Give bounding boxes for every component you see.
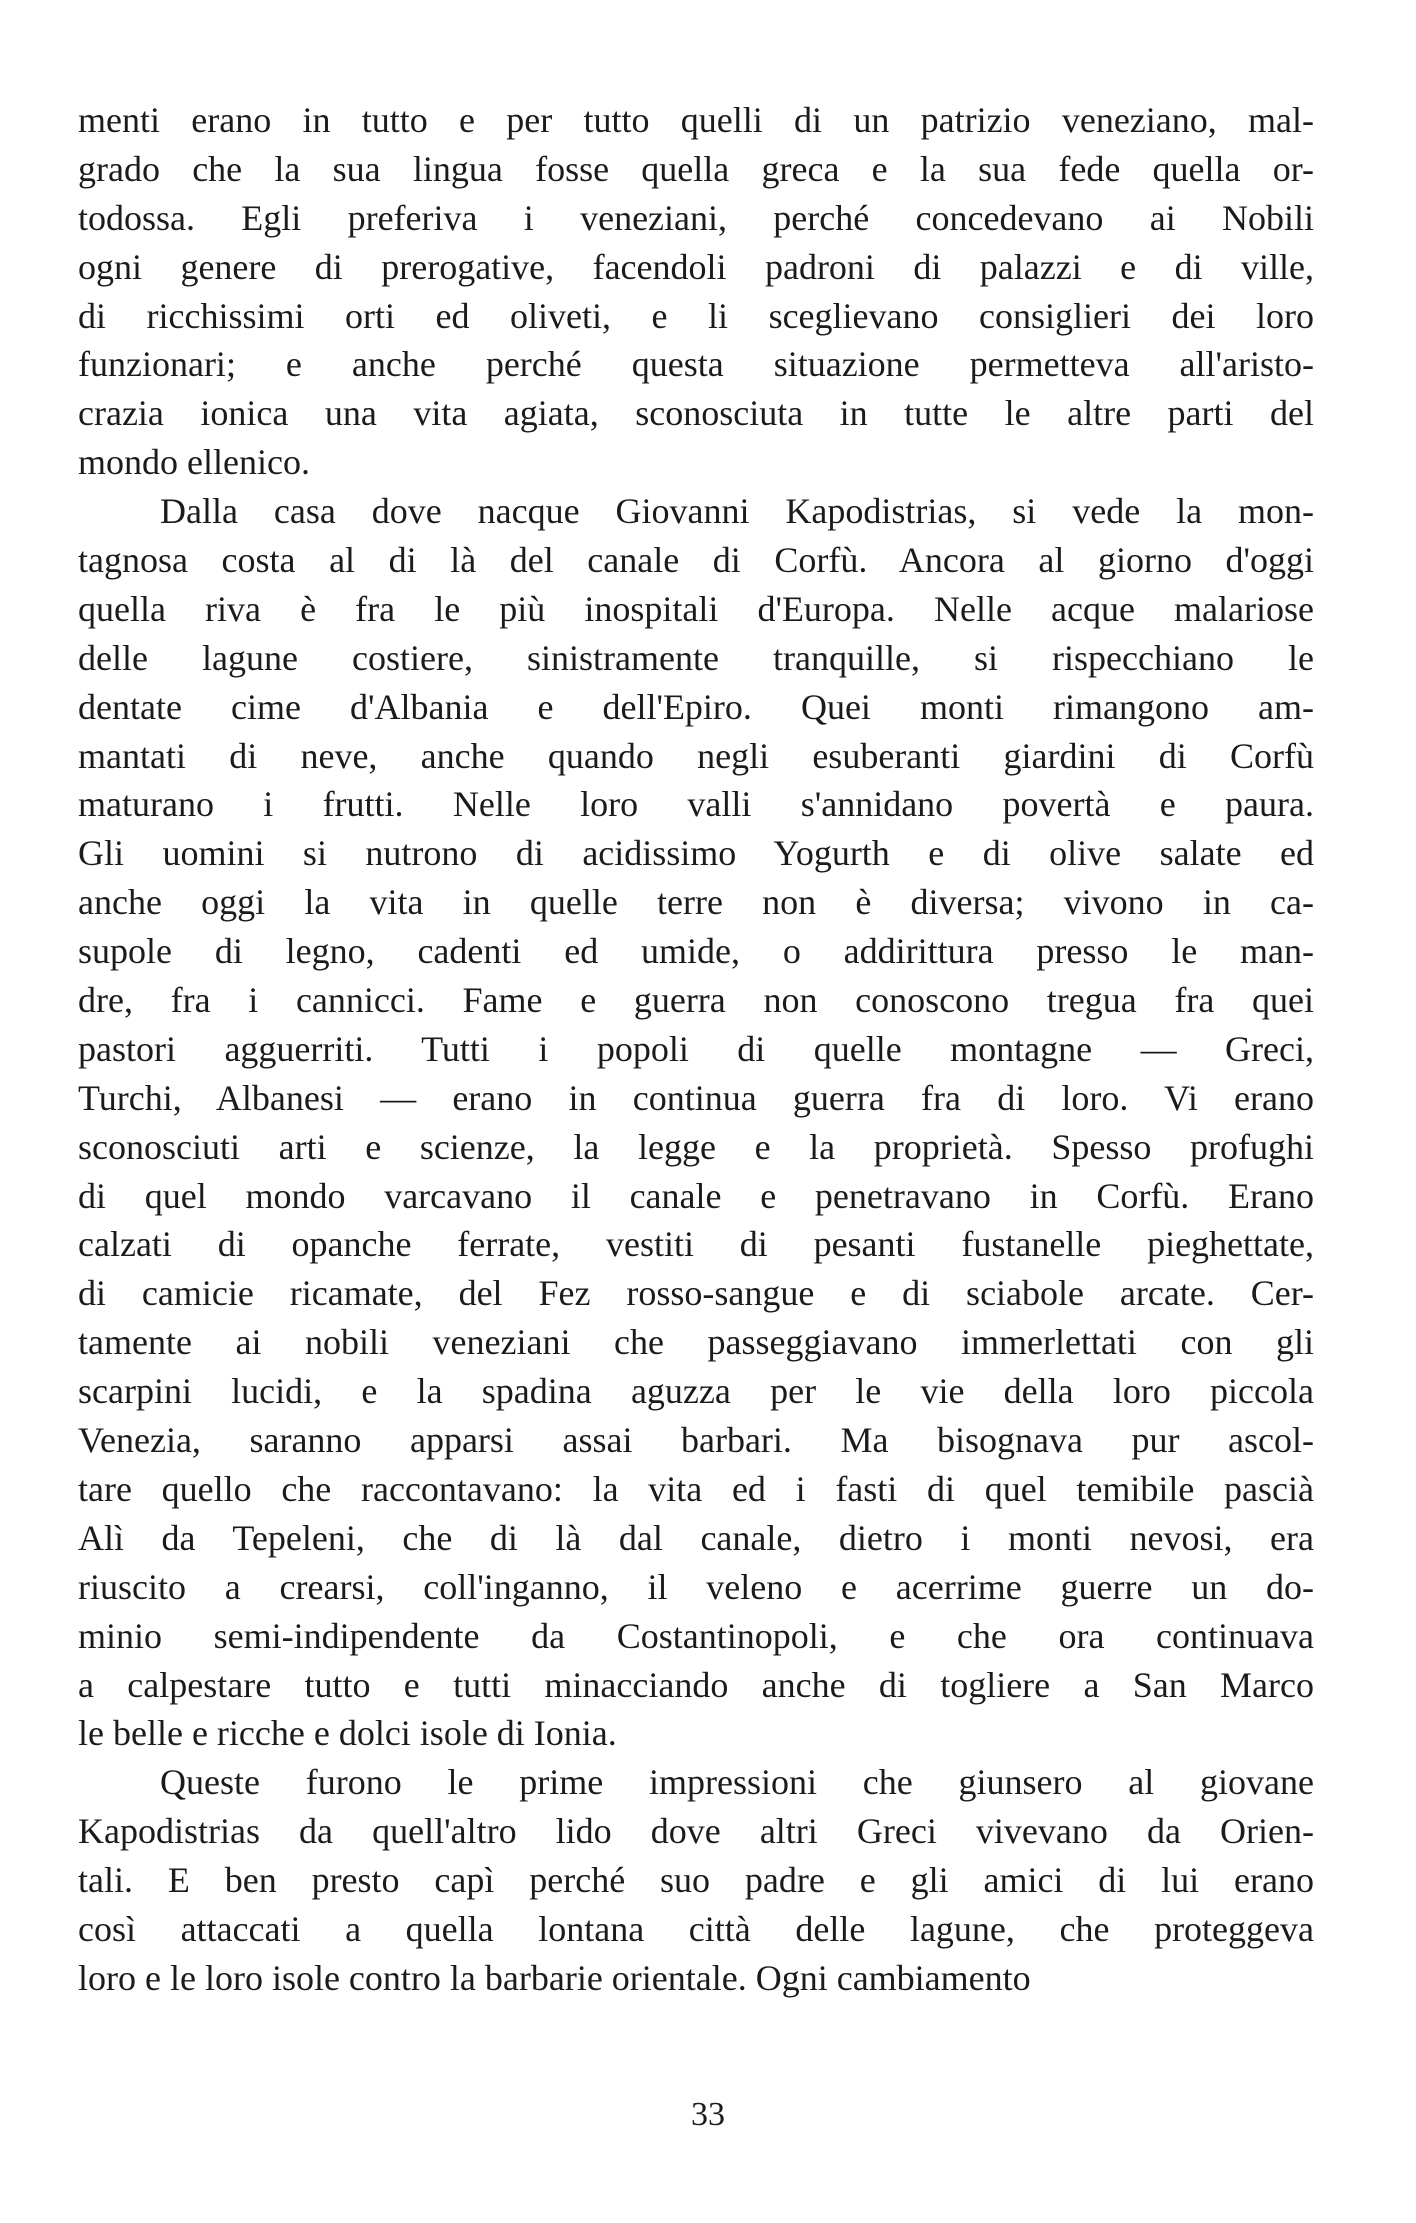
- text-line: loro e le loro isole contro la barbarie orientale. Ogni cambiamento: [78, 1957, 1031, 1998]
- text-line: tare quello che raccontavano: la vita ed i fasti di quel temibile pascià: [78, 1468, 1314, 1509]
- text-line: delle lagune costiere, sinistramente tranquille, si rispecchiano le: [78, 637, 1314, 678]
- text-line: Kapodistrias da quell'altro lido dove altri Greci vivevano da Orien-: [78, 1811, 1314, 1852]
- paragraph: [78, 487, 1314, 1758]
- text-line: Dalla casa dove nacque Giovanni Kapodistrias, si vede la mon-: [160, 491, 1314, 532]
- text-line: crazia ionica una vita agiata, sconosciuta in tutte le altre parti del: [78, 393, 1314, 434]
- text-line: di quel mondo varcavano il canale e penetravano in Corfù. Erano: [78, 1175, 1314, 1216]
- text-line: di ricchissimi orti ed oliveti, e li sceglievano consiglieri dei loro: [78, 295, 1314, 336]
- text-line: tali. E ben presto capì perché suo padre e gli amici di lui erano: [78, 1860, 1314, 1901]
- text-line: tagnosa costa al di là del canale di Corfù. Ancora al giorno d'oggi: [78, 540, 1314, 581]
- text-line: Turchi, Albanesi — erano in continua guerra fra di loro. Vi erano: [78, 1077, 1314, 1118]
- text-line: quella riva è fra le più inospitali d'Europa. Nelle acque malariose: [78, 588, 1314, 629]
- text-line: minio semi-indipendente da Costantinopoli, e che ora continuava: [78, 1615, 1314, 1656]
- text-line: mantati di neve, anche quando negli esuberanti giardini di Corfù: [78, 735, 1314, 776]
- text-line: di camicie ricamate, del Fez rosso-sangue e di sciabole arcate. Cer-: [78, 1273, 1314, 1314]
- text-line: scarpini lucidi, e la spadina aguzza per le vie della loro piccola: [78, 1371, 1314, 1412]
- page-number: 33: [691, 2096, 725, 2133]
- paragraph: [78, 1758, 1314, 2002]
- text-line: supole di legno, cadenti ed umide, o addirittura presso le man-: [78, 931, 1314, 972]
- text-line: ogni genere di prerogative, facendoli padroni di palazzi e di ville,: [78, 246, 1314, 287]
- text-line: mondo ellenico.: [78, 442, 310, 483]
- text-line: Alì da Tepeleni, che di là dal canale, dietro i monti nevosi, era: [78, 1517, 1314, 1558]
- book-page-text: [78, 96, 1314, 2003]
- text-line: tamente ai nobili veneziani che passeggiavano immerlettati con gli: [78, 1322, 1314, 1363]
- text-line: sconosciuti arti e scienze, la legge e la proprietà. Spesso profughi: [78, 1126, 1314, 1167]
- text-line: a calpestare tutto e tutti minacciando anche di togliere a San Marco: [78, 1664, 1314, 1705]
- text-line: anche oggi la vita in quelle terre non è diversa; vivono in ca-: [78, 882, 1314, 923]
- text-line: calzati di opanche ferrate, vestiti di pesanti fustanelle pieghettate,: [78, 1224, 1314, 1265]
- text-line: Queste furono le prime impressioni che giunsero al giovane: [160, 1762, 1314, 1803]
- text-line: funzionari; e anche perché questa situazione permetteva all'aristo-: [78, 344, 1314, 385]
- text-line: todossa. Egli preferiva i veneziani, perché concedevano ai Nobili: [78, 197, 1314, 238]
- body-text: [78, 96, 1314, 2003]
- text-line: dentate cime d'Albania e dell'Epiro. Quei monti rimangono am-: [78, 686, 1314, 727]
- text-line: Venezia, saranno apparsi assai barbari. Ma bisognava pur ascol-: [78, 1420, 1314, 1461]
- text-line: menti erano in tutto e per tutto quelli di un patrizio veneziano, mal-: [78, 100, 1314, 140]
- text-line: pastori agguerriti. Tutti i popoli di quelle montagne — Greci,: [78, 1028, 1314, 1069]
- text-line: le belle e ricche e dolci isole di Ionia.: [78, 1713, 617, 1754]
- text-line: così attaccati a quella lontana città delle lagune, che proteggeva: [78, 1908, 1314, 1949]
- text-line: Gli uomini si nutrono di acidissimo Yogurth e di olive salate ed: [78, 833, 1314, 874]
- text-line: maturano i frutti. Nelle loro valli s'annidano povertà e paura.: [78, 784, 1314, 825]
- text-line: grado che la sua lingua fosse quella greca e la sua fede quella or-: [78, 148, 1314, 189]
- text-line: dre, fra i cannicci. Fame e guerra non conoscono tregua fra quei: [78, 980, 1314, 1021]
- text-line: riuscito a crearsi, coll'inganno, il veleno e acerrime guerre un do-: [78, 1566, 1314, 1607]
- paragraph: [78, 96, 1314, 487]
